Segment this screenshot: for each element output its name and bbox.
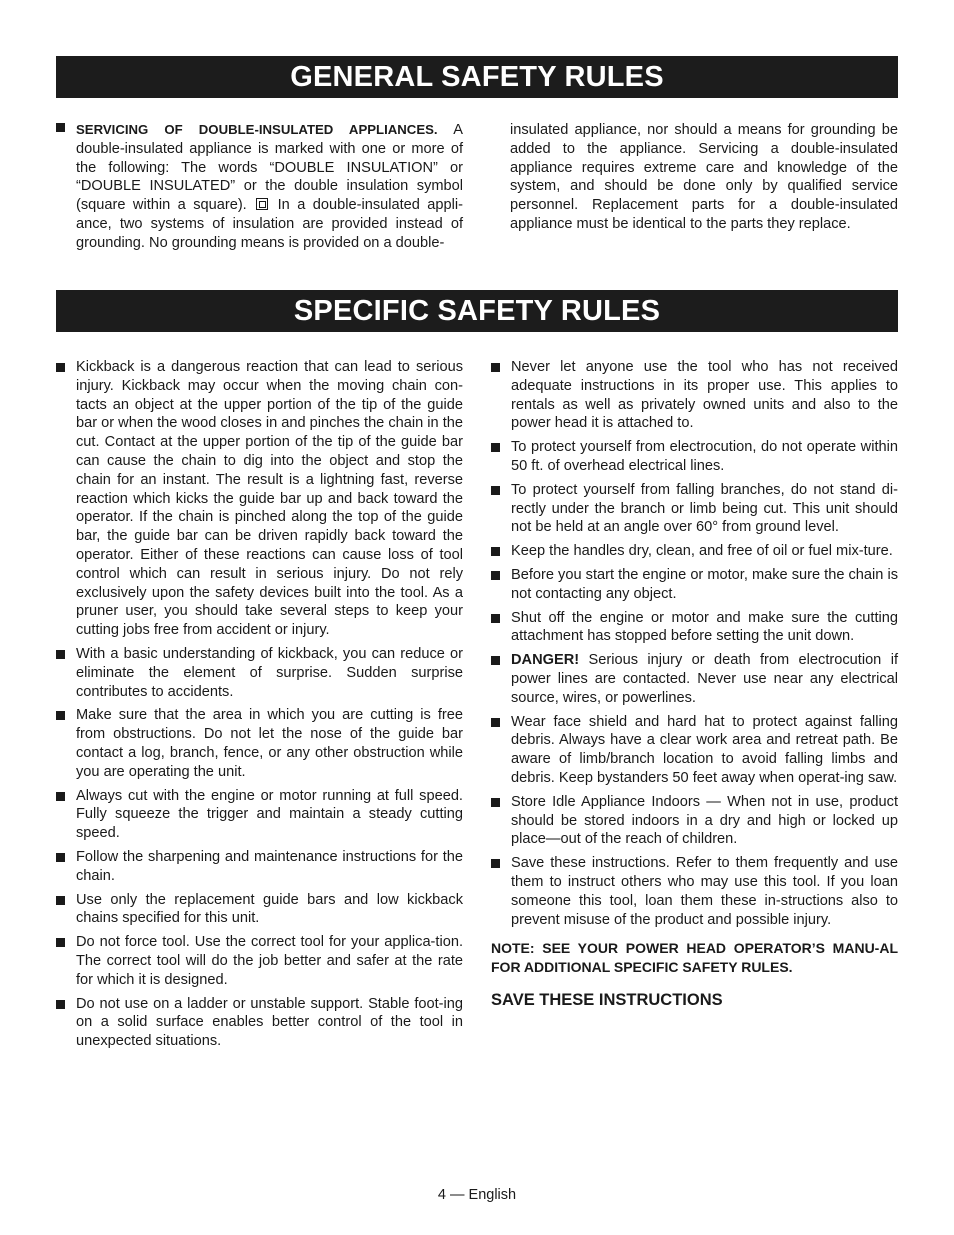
danger-label: DANGER! bbox=[511, 652, 580, 669]
danger-text: Serious injury or death from electrocution if power lines are contacted. Never use near any electrical source, wires, or powerlines. bbox=[511, 652, 898, 706]
bullet-square-icon bbox=[56, 650, 65, 659]
save-instructions-heading: SAVE THESE INSTRUCTIONS bbox=[491, 990, 723, 1009]
list-item-text: With a basic understanding of kickback, you can reduce or eliminate the element of surprise. Sudden surprise contributes to accidents. bbox=[76, 645, 463, 700]
list-item-text: Shut off the engine or motor and make sure the cutting attachment has stopped before setting the unit down. bbox=[511, 609, 898, 645]
list-item bbox=[56, 848, 463, 886]
list-item-text: Follow the sharpening and maintenance instructions for the chain. bbox=[76, 848, 463, 884]
list-item-text: Do not force tool. Use the correct tool for your applica-tion. The correct tool will do the job better and safer at the rate for which it is designed. bbox=[76, 934, 463, 988]
list-item bbox=[491, 542, 898, 561]
list-item bbox=[491, 854, 898, 929]
bullet-square-icon bbox=[491, 656, 500, 665]
list-item bbox=[491, 438, 898, 476]
bullet-square-icon bbox=[491, 718, 500, 727]
operator-manual-note: NOTE: SEE YOUR POWER HEAD OPERATOR’S MANU-AL FOR ADDITIONAL SPECIFIC SAFETY RULES. bbox=[491, 940, 898, 975]
list-item-text: To protect yourself from electrocution, do not operate within 50 ft. of overhead electrical lines. bbox=[511, 439, 898, 474]
list-item-text: Make sure that the area in which you are cutting is free from obstructions. Do not let the nose of the guide bar contact a log, branch, fence, or any other obstruction while you are operating the unit. bbox=[76, 707, 463, 780]
bullet-square-icon bbox=[56, 853, 65, 862]
double-insulation-heading: SERVICING OF DOUBLE-INSULATED APPLIANCES. bbox=[76, 122, 438, 137]
bullet-square-icon bbox=[491, 614, 500, 623]
bullet-square-icon bbox=[56, 896, 65, 905]
list-item bbox=[56, 645, 463, 701]
list-item-text: Save these instructions. Refer to them frequently and use them to instruct others who may use this tool. If you loan someone this tool, loan them these in-structions also to prevent misuse of the product and possible injury. bbox=[511, 855, 898, 928]
bullet-square-icon bbox=[56, 938, 65, 947]
specific-rules-left-column bbox=[56, 358, 463, 1056]
general-rules-left-column bbox=[56, 121, 463, 258]
danger-item bbox=[491, 651, 898, 707]
double-insulation-icon bbox=[256, 198, 268, 210]
list-item-text: Wear face shield and hard hat to protect against falling debris. Always have a clear work area and retreat path. Be aware of limb/branch location to avoid falling limbs and debris. Keep bystanders 50 feet away when operat-ing saw. bbox=[511, 713, 898, 786]
general-rules-right-column bbox=[510, 121, 898, 234]
general-safety-rules-banner bbox=[56, 56, 898, 98]
bullet-square-icon bbox=[56, 363, 65, 372]
bullet-square-icon bbox=[56, 792, 65, 801]
bullet-square-icon bbox=[56, 123, 65, 132]
list-item-text: Do not use on a ladder or unstable support. Stable foot-ing on a solid surface enables better control of the tool in unexpected situations. bbox=[76, 995, 463, 1050]
double-insulation-text-1: A double-insulated appliance is marked with one or more of the following: The words “DOUBLE INSULATION” or “DOUBLE INSULATED” or the double insulation symbol (square within a square). bbox=[76, 122, 463, 214]
list-item bbox=[56, 933, 463, 989]
specific-rules-right-column bbox=[491, 358, 898, 1009]
list-item bbox=[56, 358, 463, 640]
list-item bbox=[491, 481, 898, 537]
list-item bbox=[491, 713, 898, 788]
bullet-square-icon bbox=[491, 547, 500, 556]
list-item bbox=[491, 566, 898, 604]
list-item-text: To protect yourself from falling branches, do not stand di-rectly under the branch or limb being cut. This unit should not be held at an angle over 60° from ground level. bbox=[511, 481, 898, 536]
list-item bbox=[56, 891, 463, 929]
page-footer: 4 — English bbox=[437, 1187, 517, 1203]
bullet-square-icon bbox=[491, 798, 500, 807]
double-insulation-text-continued: insulated appliance, nor should a means for grounding be added to the appliance. Servicing a double-insulated appliance requires extreme care and knowledge of the system, and should be done only by qualified service personnel. Replacement parts for a double-insulated appliance must be identical to the parts they replace. bbox=[510, 122, 898, 232]
list-item-text: Before you start the engine or motor, make sure the chain is not contacting any object. bbox=[511, 566, 898, 602]
double-insulation-text-2: In a double-insulated appli-ance, two systems of insulation are provided instead of grounding. No grounding means is provided on a double- bbox=[76, 197, 463, 251]
list-item-text: Keep the handles dry, clean, and free of oil or fuel mix-ture. bbox=[511, 543, 893, 560]
specific-safety-rules-title: SPECIFIC SAFETY RULES bbox=[293, 294, 661, 327]
bullet-square-icon bbox=[491, 363, 500, 372]
double-insulation-item bbox=[56, 121, 463, 253]
specific-safety-rules-banner bbox=[56, 290, 898, 332]
list-item bbox=[56, 706, 463, 781]
general-safety-rules-title: GENERAL SAFETY RULES bbox=[290, 60, 664, 93]
bullet-square-icon bbox=[56, 1000, 65, 1009]
bullet-square-icon bbox=[491, 859, 500, 868]
list-item bbox=[56, 995, 463, 1051]
list-item-text: Always cut with the engine or motor running at full speed. Fully squeeze the trigger and maintain a steady cutting speed. bbox=[76, 787, 463, 842]
list-item-text: Store Idle Appliance Indoors — When not in use, product should be stored indoors in a dry and high or locked up place—out of the reach of children. bbox=[511, 793, 898, 848]
bullet-square-icon bbox=[491, 443, 500, 452]
list-item bbox=[491, 358, 898, 433]
list-item bbox=[56, 787, 463, 843]
list-item-text: Kickback is a dangerous reaction that can lead to serious injury. Kickback may occur when the moving chain con-tacts an object at the upper portion of the tip of the guide bar or when the wood closes in and pinches the chain in the cut. Contact at the upper portion of the tip of the guide bar can cause the chain to dig into the object and stop the chain for an instant. The result is a lightning fast, reverse reaction which kicks the guide bar up and back toward the operator. If the chain is pinched along the top of the guide bar, the guide bar can be driven rapidly back toward the operator. Either of these reactions can cause loss of tool control which can result in serious injury. Do not rely exclusively upon the safety devices built into the tool. As a pruner user, you should take several steps to keep your cutting jobs free from accident or injury. bbox=[76, 359, 463, 639]
list-item-text: Use only the replacement guide bars and low kickback chains specified for this unit. bbox=[76, 891, 463, 927]
list-item-text: Never let anyone use the tool who has not received adequate instructions in its proper use. This applies to rentals as well as privately owned units and also to the power head it is attached to. bbox=[511, 359, 898, 432]
bullet-square-icon bbox=[491, 571, 500, 580]
list-item bbox=[491, 793, 898, 849]
bullet-square-icon bbox=[491, 486, 500, 495]
list-item bbox=[491, 609, 898, 647]
bullet-square-icon bbox=[56, 711, 65, 720]
